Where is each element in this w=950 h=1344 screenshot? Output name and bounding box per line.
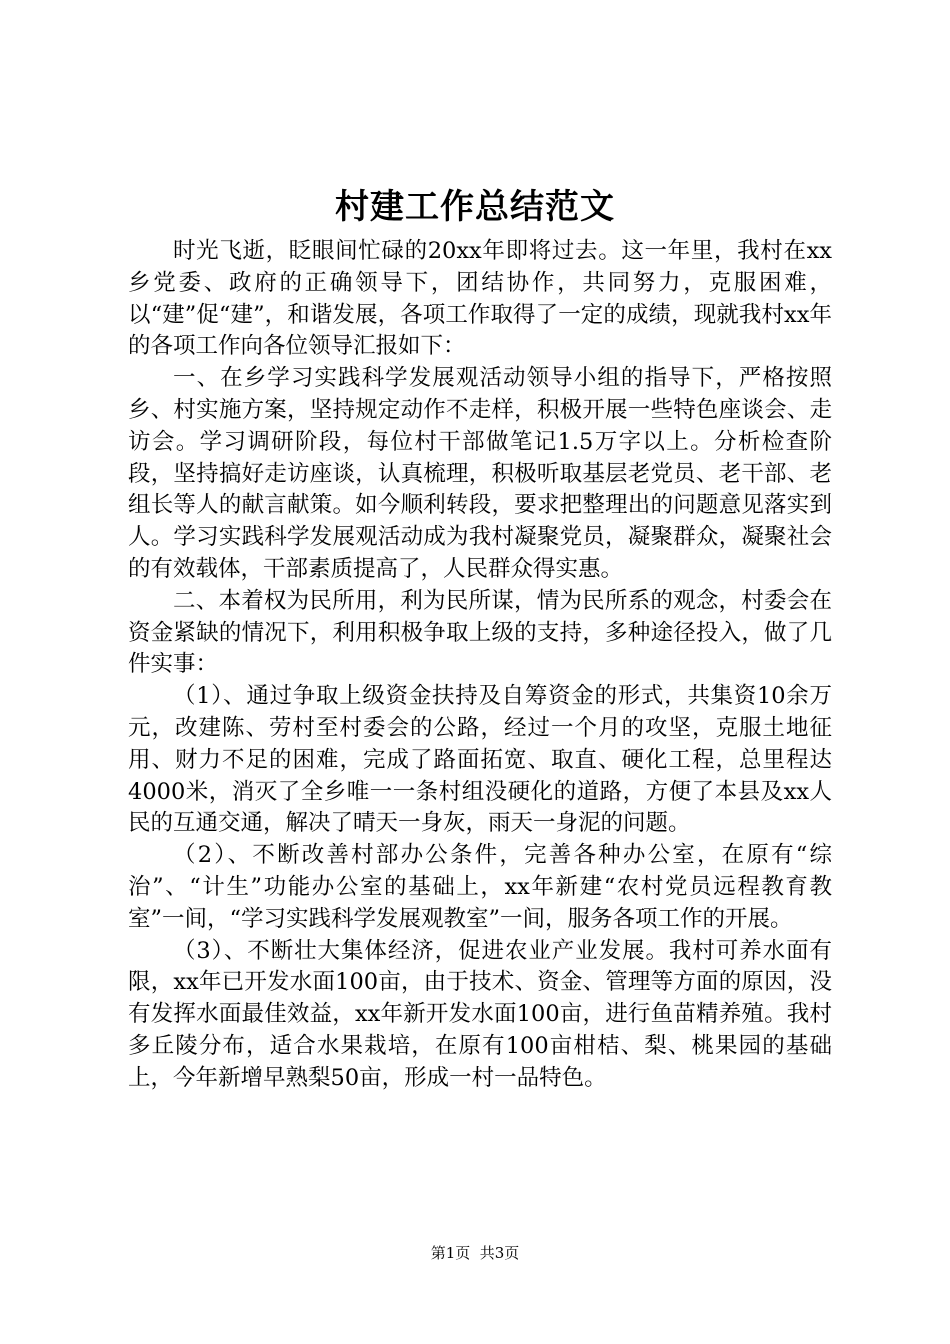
paragraph-item-one: （1）、通过争取上级资金扶持及自筹资金的形式，共集资10余万元，改建陈、劳村至村委会的公路，经过一个月的攻坚，克服土地征用、财力不足的困难，完成了路面拓宽、取直、硬化工程，总里程达4000米，消灭了全乡唯一一条村组没硬化的道路，方便了本县及xx人民的互通交通，解决了晴天一身灰，雨天一身泥的问题。 bbox=[128, 683, 832, 837]
document-body bbox=[128, 236, 832, 1095]
paragraph-item-two: （2）、不断改善村部办公条件，完善各种办公室，在原有“综治”、“计生”功能办公室的基础上，xx年新建“农村党员远程教育教室”一间，“学习实践科学发展观教室”一间，服务各项工作的开展。 bbox=[128, 842, 832, 932]
paragraph-intro: 时光飞逝，眨眼间忙碌的20xx年即将过去。这一年里，我村在xx乡党委、政府的正确领导下，团结协作，共同努力，克服困难，以“建”促“建”，和谐发展，各项工作取得了一定的成绩，现就我村xx年的各项工作向各位领导汇报如下： bbox=[128, 238, 832, 360]
paragraph-item-three: （3）、不断壮大集体经济，促进农业产业发展。我村可养水面有限，xx年已开发水面100亩，由于技术、资金、管理等方面的原因，没有发挥水面最佳效益，xx年新开发水面100亩，进行鱼苗精养殖。我村多丘陵分布，适合水果栽培，在原有100亩柑桔、梨、桃果园的基础上，今年新增早熟梨50亩，形成一村一品特色。 bbox=[128, 937, 832, 1091]
document-title: 村建工作总结范文 bbox=[335, 187, 615, 227]
paragraph-section-one: 一、在乡学习实践科学发展观活动领导小组的指导下，严格按照乡、村实施方案，坚持规定动作不走样，积极开展一些特色座谈会、走访会。学习调研阶段，每位村干部做笔记1.5万字以上。分析检查阶段，坚持搞好走访座谈，认真梳理，积极听取基层老党员、老干部、老组长等人的献言献策。如今顺利转段，要求把整理出的问题意见落实到人。学习实践科学发展观活动成为我村凝聚党员，凝聚群众，凝聚社会的有效载体，干部素质提高了，人民群众得实惠。 bbox=[128, 365, 832, 582]
paragraph-section-two: 二、本着权为民所用，利为民所谋，情为民所系的观念，村委会在资金紧缺的情况下，利用积极争取上级的支持，多种途径投入，做了几件实事： bbox=[128, 587, 832, 678]
page-number-footer: 第1页 共3页 bbox=[430, 1244, 520, 1262]
